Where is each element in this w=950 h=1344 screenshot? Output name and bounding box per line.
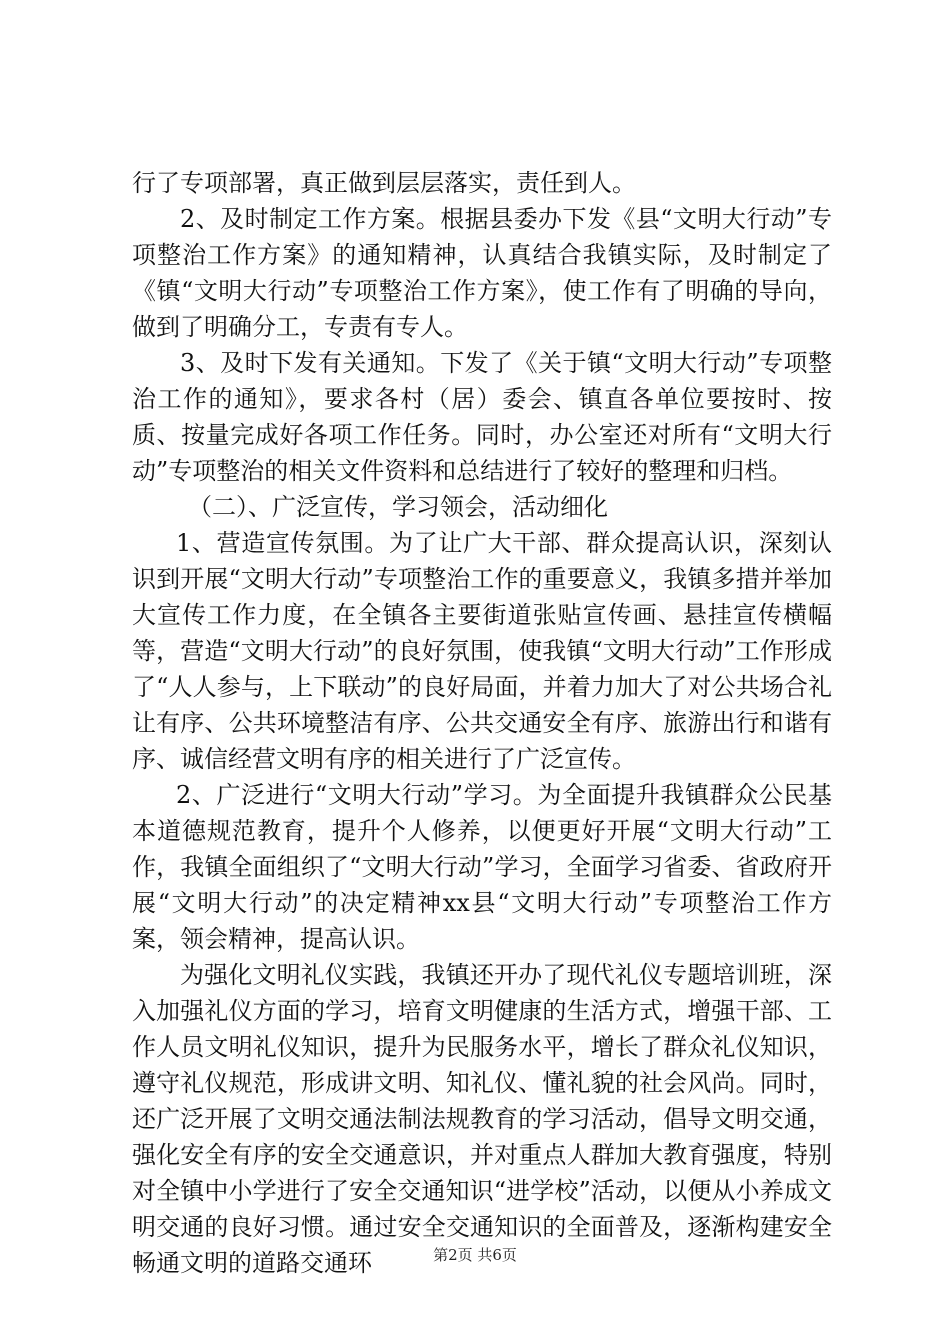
paragraph-work-plan: 2、及时制定工作方案。根据县委办下发《县“文明大行动”专项整治工作方案》的通知精神，认真结合我镇实际，及时制定了《镇“文明大行动”专项整治工作方案》，使工作有了明确的导向，做到了明确分工，专责有专人。 — [132, 205, 832, 341]
section-heading: （二）、广泛宣传，学习领会，活动细化 — [188, 493, 608, 521]
page-footer: 第2页 共6页 — [433, 1246, 517, 1264]
paragraph-study: 2、广泛进行“文明大行动”学习。为全面提升我镇群众公民基本道德规范教育，提升个人修养，以便更好开展“文明大行动”工作，我镇全面组织了“文明大行动”学习，全面学习省委、省政府开展“文明大行动”的决定精神xx县“文明大行动”专项整治工作方案，领会精神，提高认识。 — [132, 781, 832, 953]
paragraph-publicity: 1、营造宣传氛围。为了让广大干部、群众提高认识，深刻认识到开展“文明大行动”专项整治工作的重要意义，我镇多措并举加大宣传工作力度，在全镇各主要街道张贴宣传画、悬挂宣传横幅等，营造“文明大行动”的良好氛围，使我镇“文明大行动”工作形成了“人人参与，上下联动”的良好局面，并着力加大了对公共场合礼让有序、公共环境整洁有序、公共交通安全有序、旅游出行和谐有序、诚信经营文明有序的相关进行了广泛宣传。 — [132, 529, 832, 773]
paragraph-etiquette: 为强化文明礼仪实践，我镇还开办了现代礼仪专题培训班，深入加强礼仪方面的学习，培育文明健康的生活方式，增强干部、工作人员文明礼仪知识，提升为民服务水平，增长了群众礼仪知识，遵守礼仪规范，形成讲文明、知礼仪、懂礼貌的社会风尚。同时，还广泛开展了文明交通法制法规教育的学习活动，倡导文明交通，强化安全有序的安全交通意识，并对重点人群加大教育强度，特别对全镇中小学进行了安全交通知识“进学校”活动，以便从小养成文明交通的良好习惯。通过安全交通知识的全面普及，逐渐构建安全畅通文明的道路交通环 — [132, 961, 832, 1277]
document-body — [132, 165, 832, 1281]
paragraph-continuation: 行了专项部署，真正做到层层落实，责任到人。 — [132, 169, 636, 197]
paragraph-notice: 3、及时下发有关通知。下发了《关于镇“文明大行动”专项整治工作的通知》，要求各村（居）委会、镇直各单位要按时、按质、按量完成好各项工作任务。同时，办公室还对所有“文明大行动”专项整治的相关文件资料和总结进行了较好的整理和归档。 — [132, 349, 832, 485]
